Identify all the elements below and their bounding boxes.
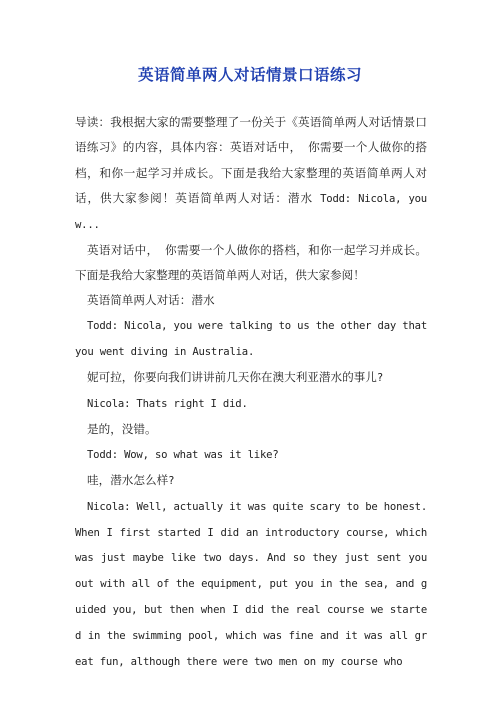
- dialogue-line-chinese: 哇，潜水怎么样?: [87, 472, 175, 487]
- document-body: [75, 110, 427, 675]
- dialogue-line-english: Todd: Wow, so what was it like?: [87, 448, 279, 461]
- document-title: 英语简单两人对话情景口语练习: [137, 65, 362, 84]
- dialogue-line-english: Nicola: Thats right I did.: [87, 397, 248, 410]
- section-heading: 英语简单两人对话：潜水: [87, 293, 215, 308]
- dialogue-line-chinese: 妮可拉，你要向我们讲讲前几天你在澳大利亚潜水的事儿?: [87, 370, 384, 385]
- dialogue-line-english: Nicola: Well, actually it was quite scary to be honest. When I first started I did an introductory course, which was just maybe like two days. And so they just sent you out with all of the equipment, put you in the sea, and guided you, but then when I did the real course we started in the swimming pool, which was fine and it was all great fun, although there were two men on my course who: [75, 500, 427, 669]
- dialogue-line-english: Todd: Nicola, you were talking to us the other day that you went diving in Australia.: [75, 320, 427, 359]
- intro-paragraph: 导读：我根据大家的需要整理了一份关于《英语简单两人对话情景口语练习》的内容，具体内容：英语对话中， 你需要一个人做你的搭档，和你一起学习并成长。下面是我给大家整理的英语简单两人对话，供大家参阅！英语简单两人对话：潜水 Todd: Nicola, you w...: [75, 115, 427, 231]
- paragraph: 英语对话中， 你需要一个人做你的搭档，和你一起学习并成长。下面是我给大家整理的英语简单两人对话，供大家参阅！: [75, 242, 427, 283]
- dialogue-line-chinese: 是的，没错。: [87, 421, 157, 436]
